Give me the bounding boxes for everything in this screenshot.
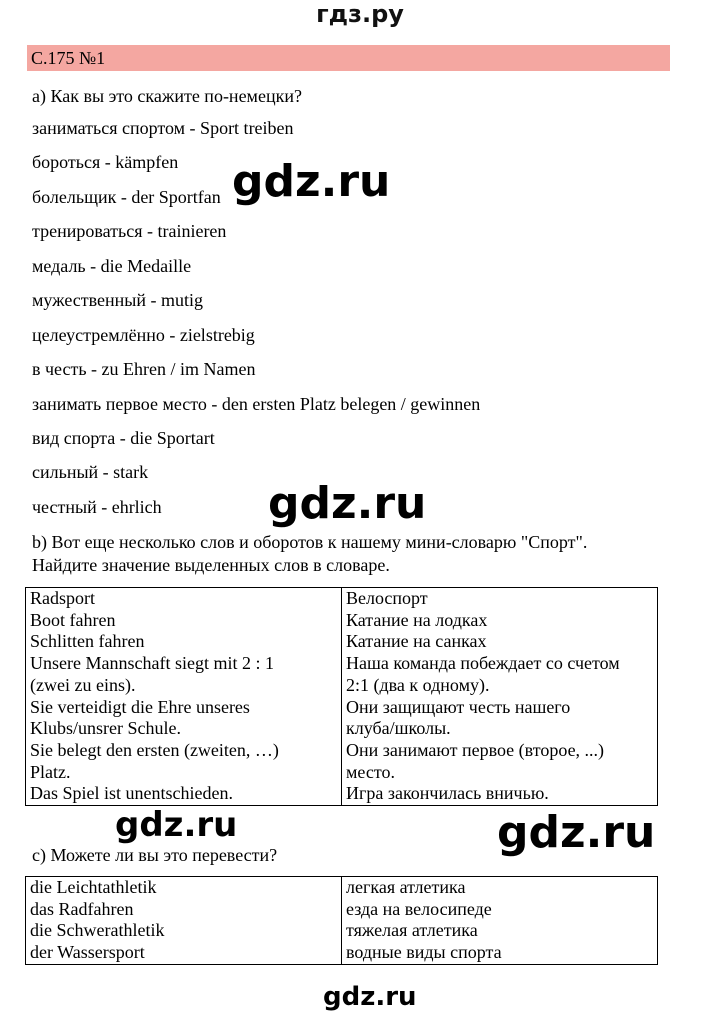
watermark: gdz.ru: [497, 807, 656, 858]
russian-line: Наша команда побеждает со счетом: [346, 653, 620, 674]
vocab-item-8: в честь - zu Ehren / im Namen: [32, 359, 256, 379]
vocab-item-3: болельщик - der Sportfan: [32, 187, 221, 207]
sports-translation-table: [25, 876, 658, 965]
vocab-item-11: сильный - stark: [32, 462, 149, 482]
german-line: Unsere Mannschaft siegt mit 2 : 1: [30, 653, 274, 674]
russian-line: Игра закончилась вничью.: [346, 783, 549, 804]
russian-line: легкая атлетика: [346, 877, 466, 897]
watermark: gdz.ru: [323, 982, 417, 1012]
vocab-item-5: медаль - die Medaille: [32, 256, 192, 276]
german-line: Boot fahren: [30, 609, 116, 630]
german-line: Platz.: [30, 761, 71, 782]
german-line: Klubs/unsrer Schule.: [30, 718, 181, 739]
russian-line: тяжелая атлетика: [346, 920, 478, 941]
vocab-item-6: мужественный - mutig: [32, 290, 204, 310]
russian-line: водные виды спорта: [346, 942, 502, 963]
german-line: der Wassersport: [30, 942, 145, 963]
german-line: Schlitten fahren: [30, 631, 145, 652]
russian-line: место.: [346, 761, 395, 782]
table-row: [26, 588, 658, 806]
german-line: das Radfahren: [30, 898, 134, 919]
russian-line: Они защищают честь нашего: [346, 696, 571, 717]
part-b-intro-line1: b) Вот еще несколько слов и оборотов к нашему мини-словарю "Спорт".: [32, 532, 588, 552]
russian-line: Они занимают первое (второе, ...): [346, 739, 605, 760]
german-sports-cell: [26, 877, 342, 965]
part-b-intro-line2: Найдите значение выделенных слов в словаре.: [32, 555, 390, 575]
vocab-item-9: занимать первое место - den ersten Platz belegen / gewinnen: [32, 394, 481, 414]
vocab-item-10: вид спорта - die Sportart: [32, 428, 215, 448]
german-line: die Schwerathletik: [30, 920, 165, 941]
part-a-intro: a) Как вы это скажите по-немецки?: [32, 86, 302, 106]
watermark: gdz.ru: [268, 478, 427, 529]
site-title: гдз.ру: [316, 0, 404, 28]
german-line: Das Spiel ist unentschieden.: [30, 783, 233, 804]
section-header: [27, 45, 670, 71]
russian-line: Велоспорт: [346, 588, 428, 608]
german-line: Sie verteidigt die Ehre unseres: [30, 696, 250, 717]
vocab-item-4: тренироваться - trainieren: [32, 221, 227, 241]
german-phrases-cell: [26, 588, 342, 806]
german-line: Radsport: [30, 588, 95, 608]
vocab-item-12: честный - ehrlich: [32, 497, 162, 517]
watermark: gdz.ru: [232, 156, 391, 207]
german-line: Sie belegt den ersten (zweiten, …): [30, 739, 279, 760]
vocab-item-7: целеустремлённо - zielstrebig: [32, 325, 255, 345]
watermark: gdz.ru: [115, 805, 238, 845]
russian-line: Катание на санках: [346, 631, 487, 652]
russian-line: Катание на лодках: [346, 609, 488, 630]
table-row: [26, 877, 658, 965]
russian-line: клуба/школы.: [346, 718, 451, 739]
german-line: die Leichtathletik: [30, 877, 157, 897]
vocab-item-1: заниматься спортом - Sport treiben: [32, 118, 294, 138]
part-c-intro: c) Можете ли вы это перевести?: [32, 845, 278, 865]
russian-line: 2:1 (два к одному).: [346, 674, 490, 695]
russian-sports-cell: [342, 877, 658, 965]
german-line: (zwei zu eins).: [30, 674, 136, 695]
sport-phrases-table: [25, 587, 658, 806]
russian-phrases-cell: [342, 588, 658, 806]
vocab-item-2: бороться - kämpfen: [32, 152, 179, 172]
russian-line: езда на велосипеде: [346, 898, 492, 919]
section-label: С.175 №1: [31, 48, 106, 68]
